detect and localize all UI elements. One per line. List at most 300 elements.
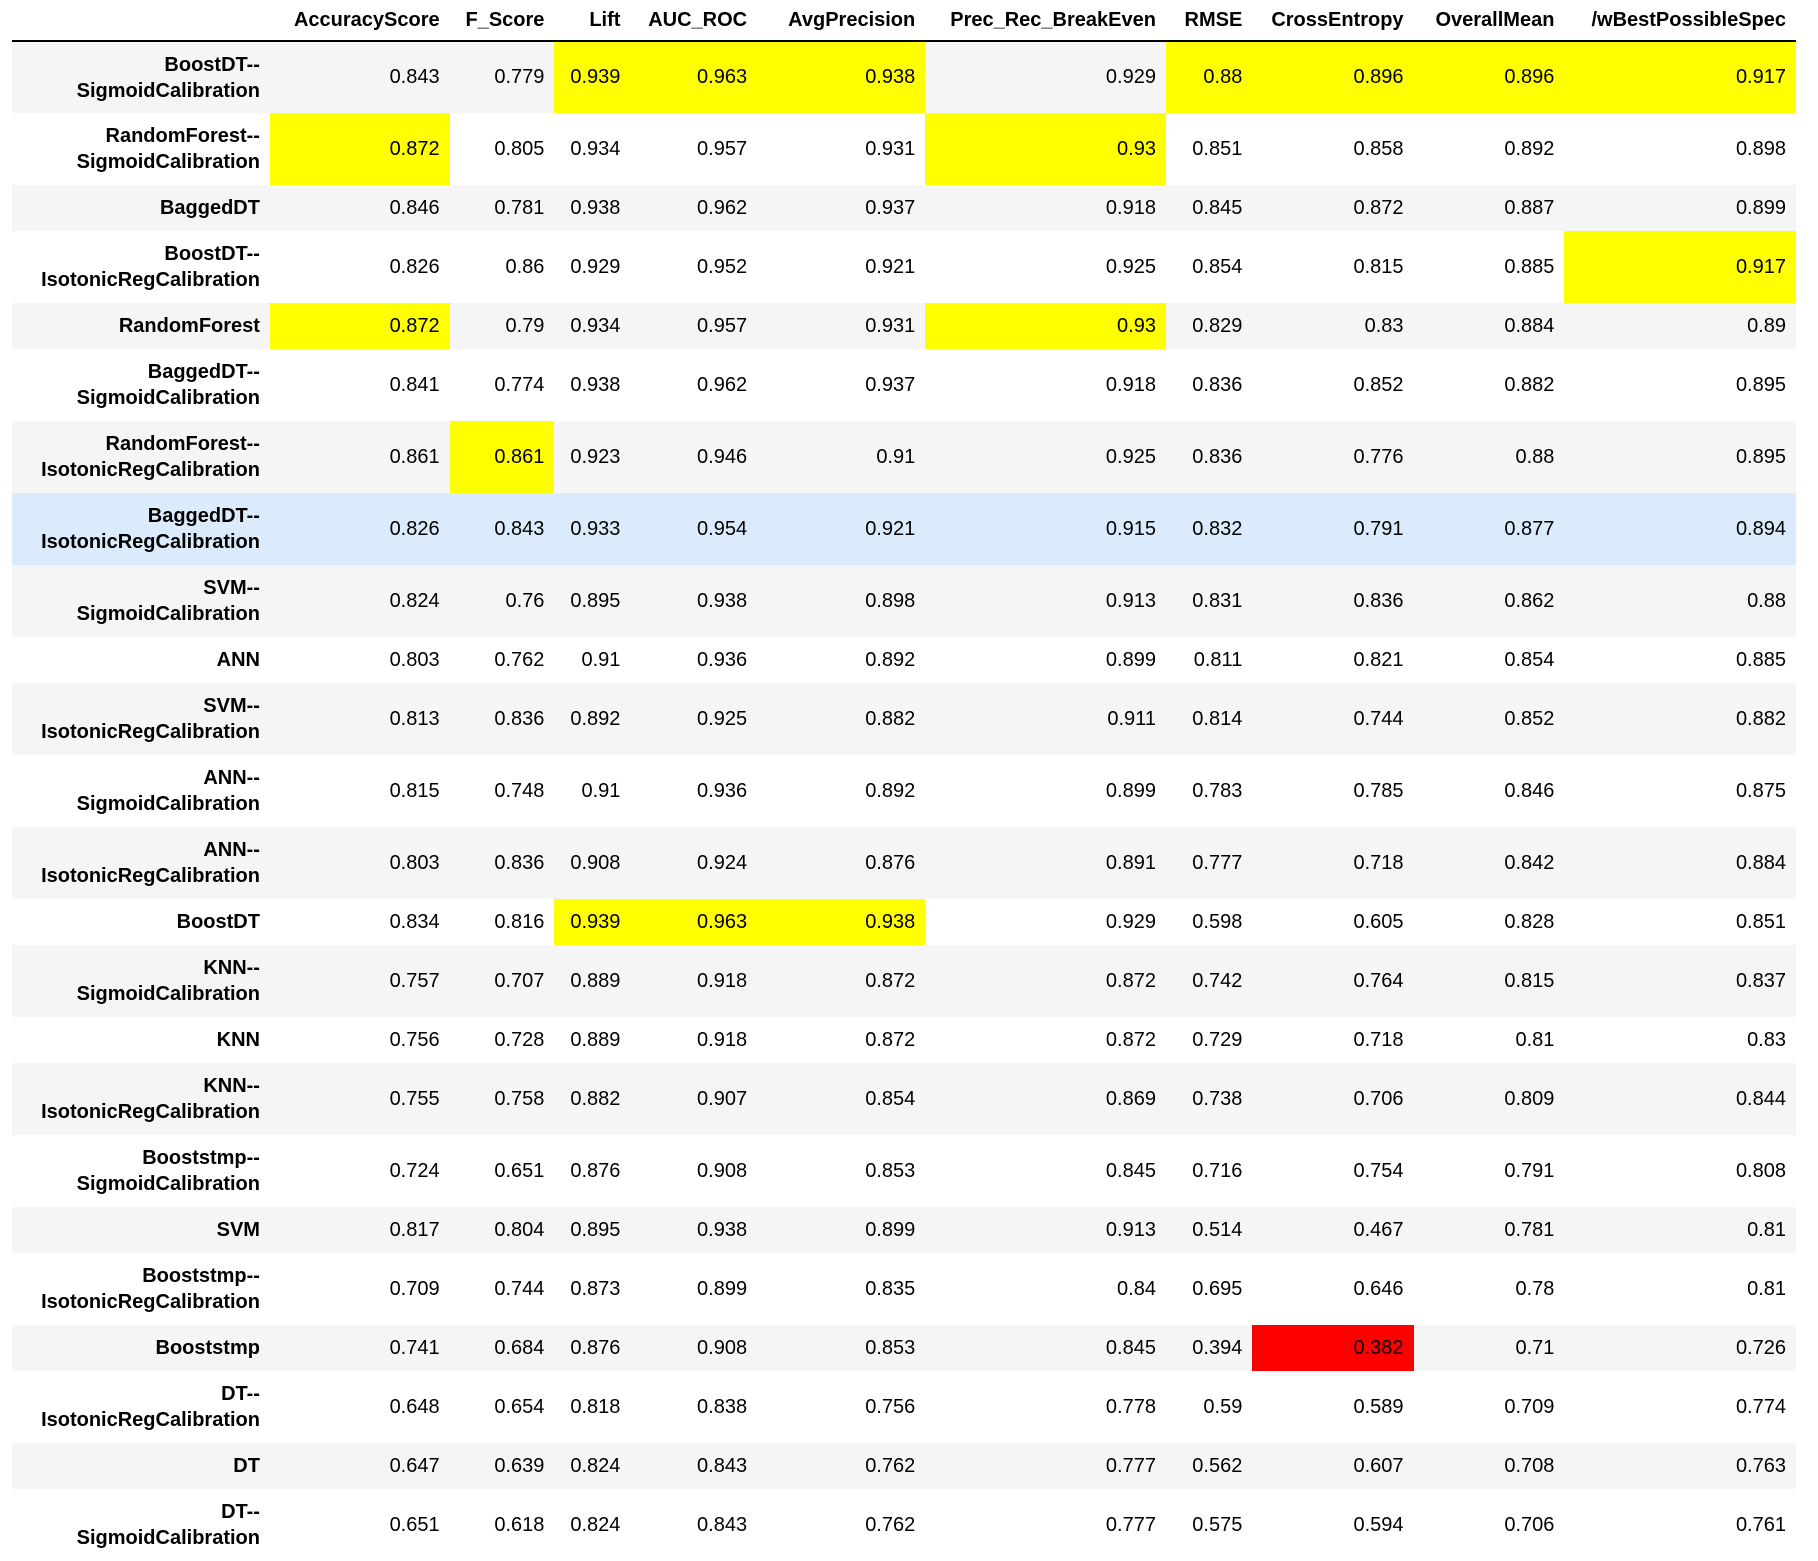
row-label-line: KNN	[216, 1029, 260, 1051]
table-cell: 0.836	[1353, 589, 1404, 612]
table-cell: 0.892	[865, 779, 916, 802]
index-header	[12, 0, 270, 41]
table-cell: 0.851	[1192, 137, 1243, 160]
table-cell: 0.876	[570, 1336, 621, 1359]
table-cell: 0.854	[1504, 648, 1555, 671]
table-cell: 0.895	[1735, 373, 1786, 396]
table-row[interactable]	[12, 827, 1796, 899]
table-cell: 0.851	[1735, 910, 1786, 933]
table-cell: 0.79	[505, 314, 545, 337]
table-cell: 0.934	[570, 314, 621, 337]
table-row[interactable]	[12, 185, 1796, 231]
table-cell: 0.808	[1735, 1159, 1786, 1182]
table-cell: 0.963	[630, 899, 757, 945]
row-label-line: DT	[233, 1455, 260, 1477]
table-cell: 0.854	[865, 1087, 916, 1110]
row-label	[12, 113, 270, 185]
table-cell: 0.708	[1504, 1454, 1555, 1477]
row-label	[12, 1253, 270, 1325]
table-cell: 0.651	[389, 1513, 440, 1536]
table-cell: 0.936	[697, 648, 748, 671]
table-cell: 0.908	[697, 1336, 748, 1359]
row-label-line: KNN--	[203, 1075, 260, 1097]
table-cell: 0.872	[270, 303, 450, 349]
table-cell: 0.899	[697, 1277, 748, 1300]
table-cell: 0.892	[865, 648, 916, 671]
table-cell: 0.891	[1105, 851, 1156, 874]
table-cell: 0.382	[1252, 1325, 1413, 1371]
table-cell: 0.575	[1192, 1513, 1243, 1536]
row-label-line: SVM	[216, 1219, 260, 1241]
table-cell: 0.91	[581, 648, 621, 671]
row-label-line: KNN--	[203, 957, 260, 979]
table-cell: 0.562	[1192, 1454, 1243, 1477]
table-cell: 0.514	[1192, 1218, 1243, 1241]
table-cell: 0.89	[1747, 314, 1786, 337]
table-cell: 0.957	[697, 137, 748, 160]
table-row[interactable]	[12, 899, 1796, 945]
table-cell: 0.744	[494, 1277, 545, 1300]
table-cell: 0.815	[1353, 255, 1404, 278]
table-cell: 0.81	[1747, 1277, 1786, 1300]
table-cell: 0.741	[389, 1336, 440, 1359]
table-cell: 0.918	[697, 1028, 748, 1051]
table-cell: 0.824	[570, 1454, 621, 1477]
table-cell: 0.826	[389, 255, 440, 278]
table-cell: 0.774	[494, 373, 545, 396]
table-cell: 0.803	[389, 851, 440, 874]
table-cell: 0.791	[1504, 1159, 1555, 1182]
table-row[interactable]	[12, 41, 1796, 113]
table-cell: 0.824	[389, 589, 440, 612]
table-cell: 0.729	[1192, 1028, 1243, 1051]
table-cell: 0.843	[389, 66, 440, 88]
table-cell: 0.844	[1735, 1087, 1786, 1110]
row-label	[12, 231, 270, 303]
table-cell: 0.589	[1353, 1395, 1404, 1418]
table-cell: 0.728	[494, 1028, 545, 1051]
table-cell: 0.845	[1192, 196, 1243, 219]
header-row	[12, 0, 1796, 41]
row-label-line: Booststmp--	[142, 1265, 260, 1287]
row-label	[12, 565, 270, 637]
table-cell: 0.896	[1414, 41, 1565, 113]
table-cell: 0.933	[570, 517, 621, 540]
row-label-line: IsotonicRegCalibration	[41, 459, 260, 481]
table-cell: 0.834	[389, 910, 440, 933]
table-cell: 0.605	[1353, 910, 1404, 933]
table-row[interactable]	[12, 637, 1796, 683]
table-cell: 0.81	[1515, 1028, 1555, 1051]
table-cell: 0.756	[389, 1028, 440, 1051]
results-table	[12, 0, 1796, 1561]
table-cell: 0.911	[1107, 707, 1156, 730]
table-cell: 0.654	[494, 1395, 545, 1418]
table-cell: 0.843	[697, 1454, 748, 1477]
table-cell: 0.803	[389, 648, 440, 671]
table-cell: 0.925	[1105, 255, 1156, 278]
row-label	[12, 899, 270, 945]
table-cell: 0.777	[1192, 851, 1243, 874]
table-cell: 0.755	[389, 1087, 440, 1110]
table-cell: 0.738	[1192, 1087, 1243, 1110]
row-label-line: IsotonicRegCalibration	[41, 721, 260, 743]
table-cell: 0.836	[494, 707, 545, 730]
row-label-line: RandomForest	[118, 315, 260, 337]
table-cell: 0.884	[1504, 314, 1555, 337]
row-label	[12, 493, 270, 565]
row-label-line: SigmoidCalibration	[76, 603, 260, 625]
table-cell: 0.763	[1735, 1454, 1786, 1477]
table-cell: 0.872	[1353, 196, 1404, 219]
table-cell: 0.707	[494, 969, 545, 992]
table-cell: 0.607	[1353, 1454, 1404, 1477]
table-cell: 0.815	[389, 779, 440, 802]
column-header[interactable]: Lift	[554, 0, 630, 41]
table-cell: 0.814	[1192, 707, 1243, 730]
table-cell: 0.917	[1564, 41, 1796, 113]
table-row[interactable]	[12, 113, 1796, 185]
row-label-line: BoostDT--	[164, 53, 260, 76]
table-cell: 0.805	[494, 137, 545, 160]
table-row[interactable]	[12, 1443, 1796, 1489]
table-cell: 0.873	[570, 1277, 621, 1300]
table-cell: 0.841	[389, 373, 440, 396]
table-cell: 0.59	[1203, 1395, 1243, 1418]
table-cell: 0.918	[697, 969, 748, 992]
table-cell: 0.899	[1105, 648, 1156, 671]
row-label	[12, 827, 270, 899]
table-cell: 0.88	[1166, 41, 1252, 113]
table-cell: 0.861	[450, 421, 555, 493]
table-cell: 0.896	[1252, 41, 1413, 113]
table-cell: 0.762	[865, 1513, 916, 1536]
table-header	[12, 0, 1796, 41]
table-cell: 0.88	[1515, 445, 1555, 468]
table-cell: 0.882	[865, 707, 916, 730]
table-cell: 0.936	[697, 779, 748, 802]
table-cell: 0.91	[581, 779, 621, 802]
row-label-line: BoostDT	[176, 911, 260, 933]
table-cell: 0.913	[1105, 589, 1156, 612]
row-label-line: DT--	[221, 1383, 260, 1405]
table-cell: 0.836	[494, 851, 545, 874]
column-header[interactable]: CrossEntropy	[1252, 0, 1413, 41]
row-label-line: IsotonicRegCalibration	[41, 269, 260, 291]
table-cell: 0.709	[389, 1277, 440, 1300]
table-cell: 0.872	[1105, 1028, 1156, 1051]
row-label-line: SigmoidCalibration	[76, 151, 260, 173]
table-cell: 0.754	[1353, 1159, 1404, 1182]
table-cell: 0.646	[1353, 1277, 1404, 1300]
row-label-line: BaggedDT	[159, 197, 260, 219]
table-cell: 0.885	[1504, 255, 1555, 278]
column-header[interactable]: RMSE	[1166, 0, 1252, 41]
table-cell: 0.938	[570, 373, 621, 396]
table-cell: 0.783	[1192, 779, 1243, 802]
table-cell: 0.862	[1504, 589, 1555, 612]
row-label	[12, 41, 270, 113]
row-label-line: SigmoidCalibration	[76, 793, 260, 815]
row-label-line: BoostDT--	[164, 243, 260, 265]
table-cell: 0.91	[876, 445, 916, 468]
table-cell: 0.924	[697, 851, 748, 874]
table-cell: 0.81	[1747, 1218, 1786, 1241]
column-header[interactable]: Prec_Rec_BreakEven	[925, 0, 1166, 41]
column-header[interactable]: AUC_ROC	[630, 0, 757, 41]
table-row[interactable]	[12, 1253, 1796, 1325]
row-label	[12, 683, 270, 755]
table-cell: 0.869	[1105, 1087, 1156, 1110]
row-label-line: SVM--	[203, 695, 260, 717]
table-cell: 0.842	[1504, 851, 1555, 874]
table-cell: 0.923	[570, 445, 621, 468]
row-label	[12, 1371, 270, 1443]
table-cell: 0.885	[1735, 648, 1786, 671]
row-label-line: SigmoidCalibration	[76, 1173, 260, 1195]
table-cell: 0.894	[1735, 517, 1786, 540]
table-row[interactable]	[12, 945, 1796, 1017]
table-cell: 0.898	[865, 589, 916, 612]
table-row[interactable]	[12, 1017, 1796, 1063]
table-cell: 0.876	[865, 851, 916, 874]
table-cell: 0.846	[1504, 779, 1555, 802]
row-label	[12, 1207, 270, 1253]
row-label-line: BaggedDT--	[147, 505, 260, 527]
row-label-line: IsotonicRegCalibration	[41, 531, 260, 553]
table-cell: 0.781	[494, 196, 545, 219]
table-cell: 0.872	[270, 113, 450, 185]
table-cell: 0.598	[1192, 910, 1243, 933]
table-cell: 0.777	[1105, 1513, 1156, 1536]
table-cell: 0.818	[570, 1395, 621, 1418]
table-row[interactable]	[12, 231, 1796, 303]
table-cell: 0.709	[1504, 1395, 1555, 1418]
table-cell: 0.706	[1353, 1087, 1404, 1110]
table-cell: 0.925	[1105, 445, 1156, 468]
table-cell: 0.918	[1105, 196, 1156, 219]
table-cell: 0.774	[1735, 1395, 1786, 1418]
table-row[interactable]	[12, 1207, 1796, 1253]
table-cell: 0.858	[1353, 137, 1404, 160]
table-cell: 0.899	[865, 1218, 916, 1241]
row-label-line: RandomForest--	[105, 433, 260, 455]
table-cell: 0.875	[1735, 779, 1786, 802]
table-cell: 0.762	[494, 648, 545, 671]
table-row[interactable]	[12, 493, 1796, 565]
row-label-line: ANN	[216, 649, 260, 671]
table-cell: 0.84	[1117, 1277, 1156, 1300]
table-cell: 0.889	[570, 1028, 621, 1051]
table-cell: 0.939	[554, 41, 630, 113]
table-cell: 0.937	[865, 373, 916, 396]
table-cell: 0.882	[1735, 707, 1786, 730]
table-cell: 0.843	[697, 1513, 748, 1536]
table-cell: 0.854	[1192, 255, 1243, 278]
row-label-line: Booststmp--	[142, 1147, 260, 1169]
table-cell: 0.742	[1192, 969, 1243, 992]
row-label	[12, 1063, 270, 1135]
table-cell: 0.892	[1504, 137, 1555, 160]
table-cell: 0.726	[1735, 1336, 1786, 1359]
table-cell: 0.594	[1353, 1513, 1404, 1536]
table-cell: 0.758	[494, 1087, 545, 1110]
table-cell: 0.647	[389, 1454, 440, 1477]
table-cell: 0.921	[865, 517, 916, 540]
table-cell: 0.718	[1353, 851, 1404, 874]
table-cell: 0.895	[570, 589, 621, 612]
table-cell: 0.762	[865, 1454, 916, 1477]
table-cell: 0.918	[1105, 373, 1156, 396]
table-cell: 0.925	[697, 707, 748, 730]
table-cell: 0.93	[925, 113, 1166, 185]
table-cell: 0.872	[1105, 969, 1156, 992]
table-cell: 0.887	[1504, 196, 1555, 219]
table-cell: 0.83	[1747, 1028, 1786, 1051]
table-cell: 0.957	[697, 314, 748, 337]
table-cell: 0.898	[1735, 137, 1786, 160]
table-body	[12, 41, 1796, 1561]
table-cell: 0.845	[1105, 1336, 1156, 1359]
table-cell: 0.872	[865, 1028, 916, 1051]
table-row[interactable]	[12, 755, 1796, 827]
table-cell: 0.852	[1504, 707, 1555, 730]
table-cell: 0.889	[570, 969, 621, 992]
table-row[interactable]	[12, 349, 1796, 421]
row-label	[12, 349, 270, 421]
table-cell: 0.706	[1504, 1513, 1555, 1536]
row-label-line: IsotonicRegCalibration	[41, 865, 260, 887]
table-cell: 0.908	[570, 851, 621, 874]
table-cell: 0.963	[630, 41, 757, 113]
table-cell: 0.917	[1564, 231, 1796, 303]
table-row[interactable]	[12, 303, 1796, 349]
table-row[interactable]	[12, 421, 1796, 493]
row-label-line: SigmoidCalibration	[76, 79, 260, 102]
row-label-line: SigmoidCalibration	[76, 1527, 260, 1549]
row-label-line: IsotonicRegCalibration	[41, 1409, 260, 1431]
table-cell: 0.816	[494, 910, 545, 933]
column-header[interactable]: OverallMean	[1414, 0, 1565, 41]
table-cell: 0.915	[1105, 517, 1156, 540]
row-label	[12, 637, 270, 683]
table-cell: 0.899	[1735, 196, 1786, 219]
table-cell: 0.938	[757, 899, 925, 945]
table-cell: 0.826	[389, 517, 440, 540]
table-row[interactable]	[12, 1489, 1796, 1561]
table-cell: 0.939	[554, 899, 630, 945]
table-cell: 0.76	[505, 589, 545, 612]
table-cell: 0.938	[697, 1218, 748, 1241]
table-row[interactable]	[12, 565, 1796, 637]
table-cell: 0.954	[697, 517, 748, 540]
row-label	[12, 303, 270, 349]
column-header[interactable]: AccuracyScore	[270, 0, 450, 41]
table-cell: 0.757	[389, 969, 440, 992]
table-cell: 0.884	[1735, 851, 1786, 874]
table-cell: 0.776	[1353, 445, 1404, 468]
column-header[interactable]: /wBestPossibleSpec	[1564, 0, 1796, 41]
table-cell: 0.831	[1192, 589, 1243, 612]
table-cell: 0.938	[570, 196, 621, 219]
row-label-line: Booststmp	[155, 1337, 260, 1359]
table-cell: 0.716	[1192, 1159, 1243, 1182]
table-cell: 0.778	[1105, 1395, 1156, 1418]
table-cell: 0.817	[389, 1218, 440, 1241]
table-cell: 0.846	[389, 196, 440, 219]
table-cell: 0.718	[1353, 1028, 1404, 1051]
table-cell: 0.394	[1192, 1336, 1243, 1359]
table-cell: 0.724	[389, 1159, 440, 1182]
table-cell: 0.93	[925, 303, 1166, 349]
table-cell: 0.913	[1105, 1218, 1156, 1241]
table-cell: 0.785	[1353, 779, 1404, 802]
row-label-line: ANN--	[203, 767, 260, 789]
row-label-line: DT--	[221, 1501, 260, 1523]
row-label-line: RandomForest--	[105, 125, 260, 147]
table-row[interactable]	[12, 1371, 1796, 1443]
table-cell: 0.777	[1105, 1454, 1156, 1477]
column-header[interactable]: AvgPrecision	[757, 0, 925, 41]
table-cell: 0.836	[1192, 373, 1243, 396]
table-cell: 0.71	[1515, 1336, 1555, 1359]
table-cell: 0.744	[1353, 707, 1404, 730]
table-cell: 0.824	[570, 1513, 621, 1536]
table-cell: 0.962	[697, 373, 748, 396]
row-label-line: BaggedDT--	[147, 361, 260, 383]
row-label	[12, 945, 270, 1017]
table-cell: 0.962	[697, 196, 748, 219]
table-cell: 0.821	[1353, 648, 1404, 671]
table-cell: 0.931	[865, 314, 916, 337]
table-cell: 0.861	[389, 445, 440, 468]
table-cell: 0.78	[1515, 1277, 1555, 1300]
row-label	[12, 185, 270, 231]
table-row[interactable]	[12, 1135, 1796, 1207]
table-cell: 0.895	[570, 1218, 621, 1241]
table-row[interactable]	[12, 1063, 1796, 1135]
table-cell: 0.908	[697, 1159, 748, 1182]
table-cell: 0.829	[1192, 314, 1243, 337]
table-cell: 0.882	[1504, 373, 1555, 396]
table-cell: 0.895	[1735, 445, 1786, 468]
table-cell: 0.836	[1192, 445, 1243, 468]
row-label-line: IsotonicRegCalibration	[41, 1291, 260, 1313]
row-label	[12, 1489, 270, 1561]
table-cell: 0.876	[570, 1159, 621, 1182]
row-label	[12, 421, 270, 493]
table-row[interactable]	[12, 683, 1796, 755]
table-cell: 0.88	[1747, 589, 1786, 612]
table-cell: 0.835	[865, 1277, 916, 1300]
table-cell: 0.929	[570, 255, 621, 278]
table-cell: 0.813	[389, 707, 440, 730]
column-header[interactable]: F_Score	[450, 0, 555, 41]
table-cell: 0.946	[697, 445, 748, 468]
row-label	[12, 1017, 270, 1063]
table-cell: 0.467	[1353, 1218, 1404, 1241]
table-cell: 0.618	[494, 1513, 545, 1536]
table-cell: 0.852	[1353, 373, 1404, 396]
table-cell: 0.748	[494, 779, 545, 802]
table-cell: 0.921	[865, 255, 916, 278]
table-cell: 0.83	[1364, 314, 1404, 337]
table-cell: 0.651	[494, 1159, 545, 1182]
table-row[interactable]	[12, 1325, 1796, 1371]
table-cell: 0.931	[865, 137, 916, 160]
table-cell: 0.899	[1105, 779, 1156, 802]
table-cell: 0.695	[1192, 1277, 1243, 1300]
